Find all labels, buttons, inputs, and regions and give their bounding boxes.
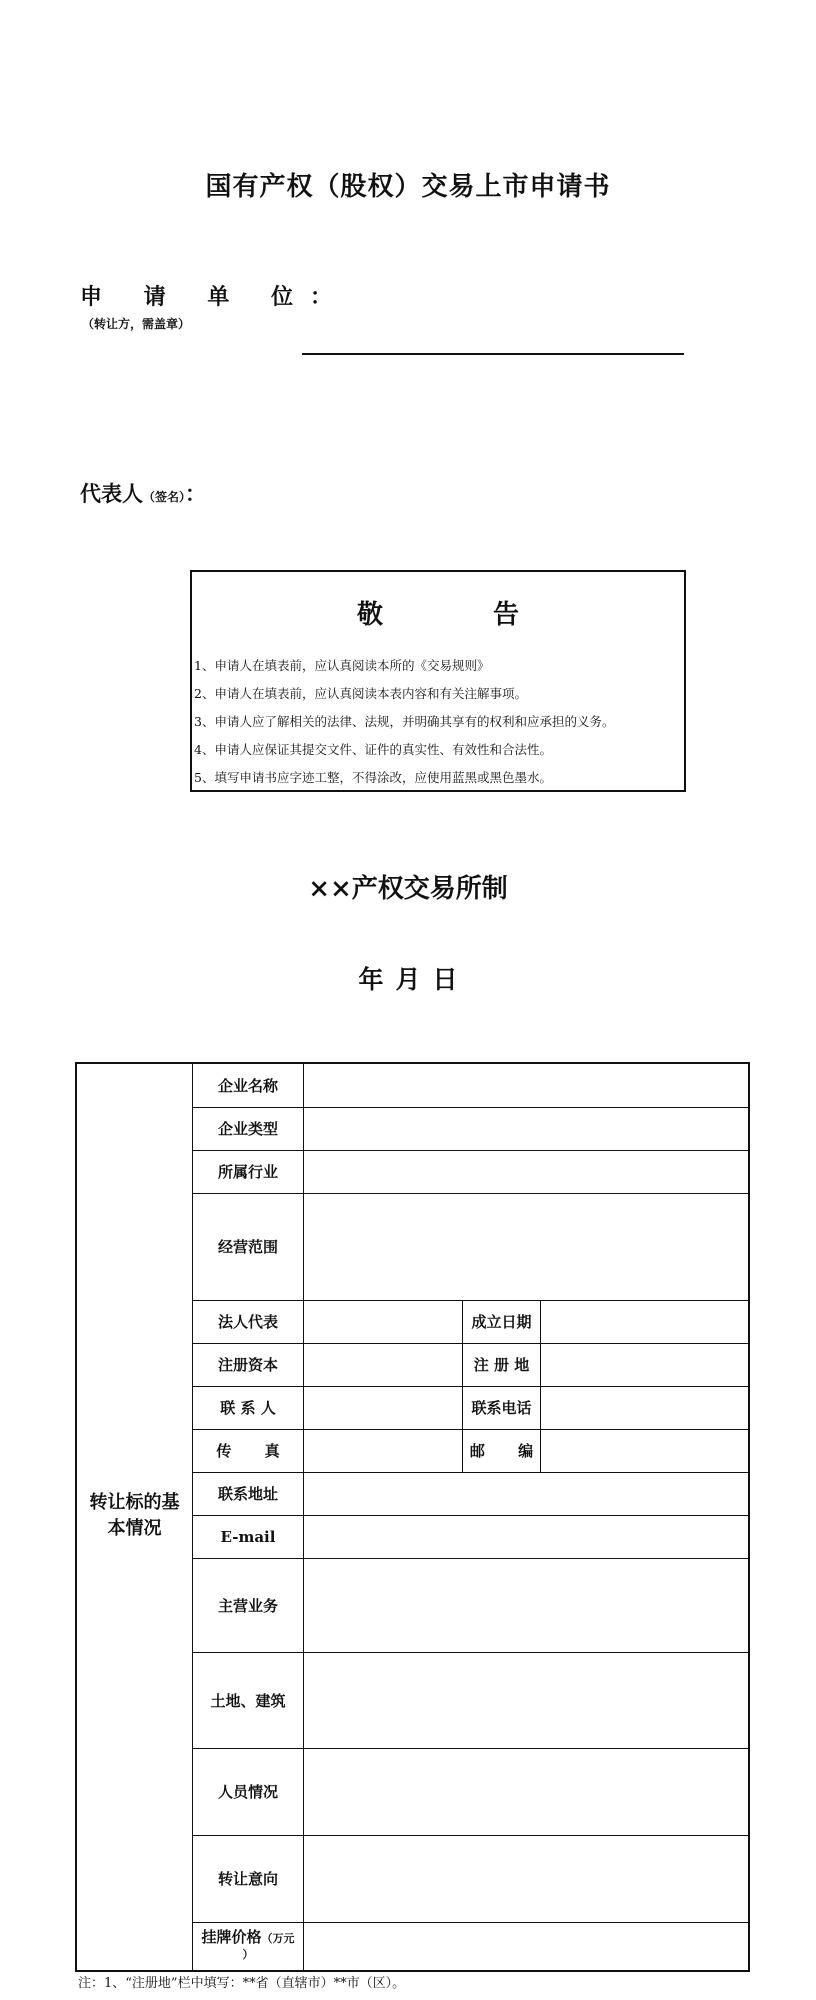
label-address: 联系地址 [217, 1485, 278, 1503]
label-staff: 人员情况 [217, 1783, 278, 1801]
label-established: 成立日期 [471, 1313, 532, 1331]
footnote: 注：1、“注册地”栏中填写：**省（直辖市）**市（区）。 [78, 1976, 406, 1991]
label-land-building: 土地、建筑 [210, 1691, 286, 1710]
reg-capital-field[interactable] [304, 1343, 462, 1386]
notice-item: 4、申请人应保证其提交文件、证件的真实性、有效性和合法性。 [194, 742, 552, 757]
label-main-business: 主营业务 [217, 1596, 278, 1615]
applicant-signature-line[interactable] [302, 353, 684, 355]
label-contact: 联 系 人 [220, 1399, 276, 1417]
reg-place-field[interactable] [541, 1343, 748, 1386]
label-postcode: 邮 编 [469, 1442, 534, 1460]
label-business-scope: 经营范围 [217, 1238, 278, 1256]
applicant-label: 申 请 单 位： [80, 284, 349, 310]
section-label: 转让标的基 本情况 [89, 1492, 180, 1539]
label-industry: 所属行业 [217, 1163, 278, 1181]
notice-item: 5、填写申请书应字迹工整，不得涂改，应使用蓝黑或黑色墨水。 [194, 770, 552, 785]
address-field[interactable] [304, 1472, 748, 1515]
notice-item: 2、申请人在填表前，应认真阅读本表内容和有关注解事项。 [194, 686, 527, 701]
contact-field[interactable] [304, 1386, 462, 1429]
label-fax: 传 真 [216, 1442, 280, 1460]
legal-rep-field[interactable] [304, 1300, 462, 1343]
postcode-field[interactable] [541, 1429, 748, 1472]
representative-note: （签名） [143, 490, 186, 504]
notice-item: 1、申请人在填表前，应认真阅读本所的《交易规则》 [194, 658, 490, 673]
representative-label: 代表人（签名）： [80, 481, 207, 506]
fax-field[interactable] [304, 1429, 462, 1472]
industry-field[interactable] [304, 1150, 748, 1193]
label-company-name: 企业名称 [217, 1077, 278, 1095]
label-legal-rep: 法人代表 [217, 1313, 278, 1331]
company-name-field[interactable] [304, 1064, 748, 1107]
notice-title: 敬 告 [356, 600, 520, 630]
applicant-note: （转让方，需盖章） [82, 317, 191, 331]
notice-item: 3、申请人应了解相关的法律、法规，并明确其享有的权利和应承担的义务。 [194, 714, 615, 729]
issuer-line: ××产权交易所制 [308, 874, 508, 904]
email-field[interactable] [304, 1515, 748, 1558]
transfer-intent-field[interactable] [304, 1835, 748, 1922]
label-reg-capital: 注册资本 [217, 1356, 278, 1374]
date-line: 年 月 日 [358, 965, 458, 994]
established-field[interactable] [541, 1300, 748, 1343]
listing-price-field[interactable] [304, 1922, 748, 1970]
land-building-field[interactable] [304, 1652, 748, 1748]
label-email: E-mail [220, 1527, 276, 1546]
business-scope-field[interactable] [304, 1193, 748, 1300]
document-title: 国有产权（股权）交易上市申请书 [205, 172, 611, 202]
staff-field[interactable] [304, 1748, 748, 1835]
contact-phone-field[interactable] [541, 1386, 748, 1429]
label-reg-place: 注 册 地 [473, 1356, 530, 1374]
label-listing-price: 挂牌价格（万元 ） [201, 1928, 295, 1961]
main-business-field[interactable] [304, 1558, 748, 1652]
company-type-field[interactable] [304, 1107, 748, 1150]
label-contact-phone: 联系电话 [471, 1399, 532, 1417]
info-table [75, 1062, 750, 1972]
notice-box [190, 570, 686, 792]
label-transfer-intent: 转让意向 [217, 1870, 278, 1888]
label-company-type: 企业类型 [217, 1120, 278, 1138]
